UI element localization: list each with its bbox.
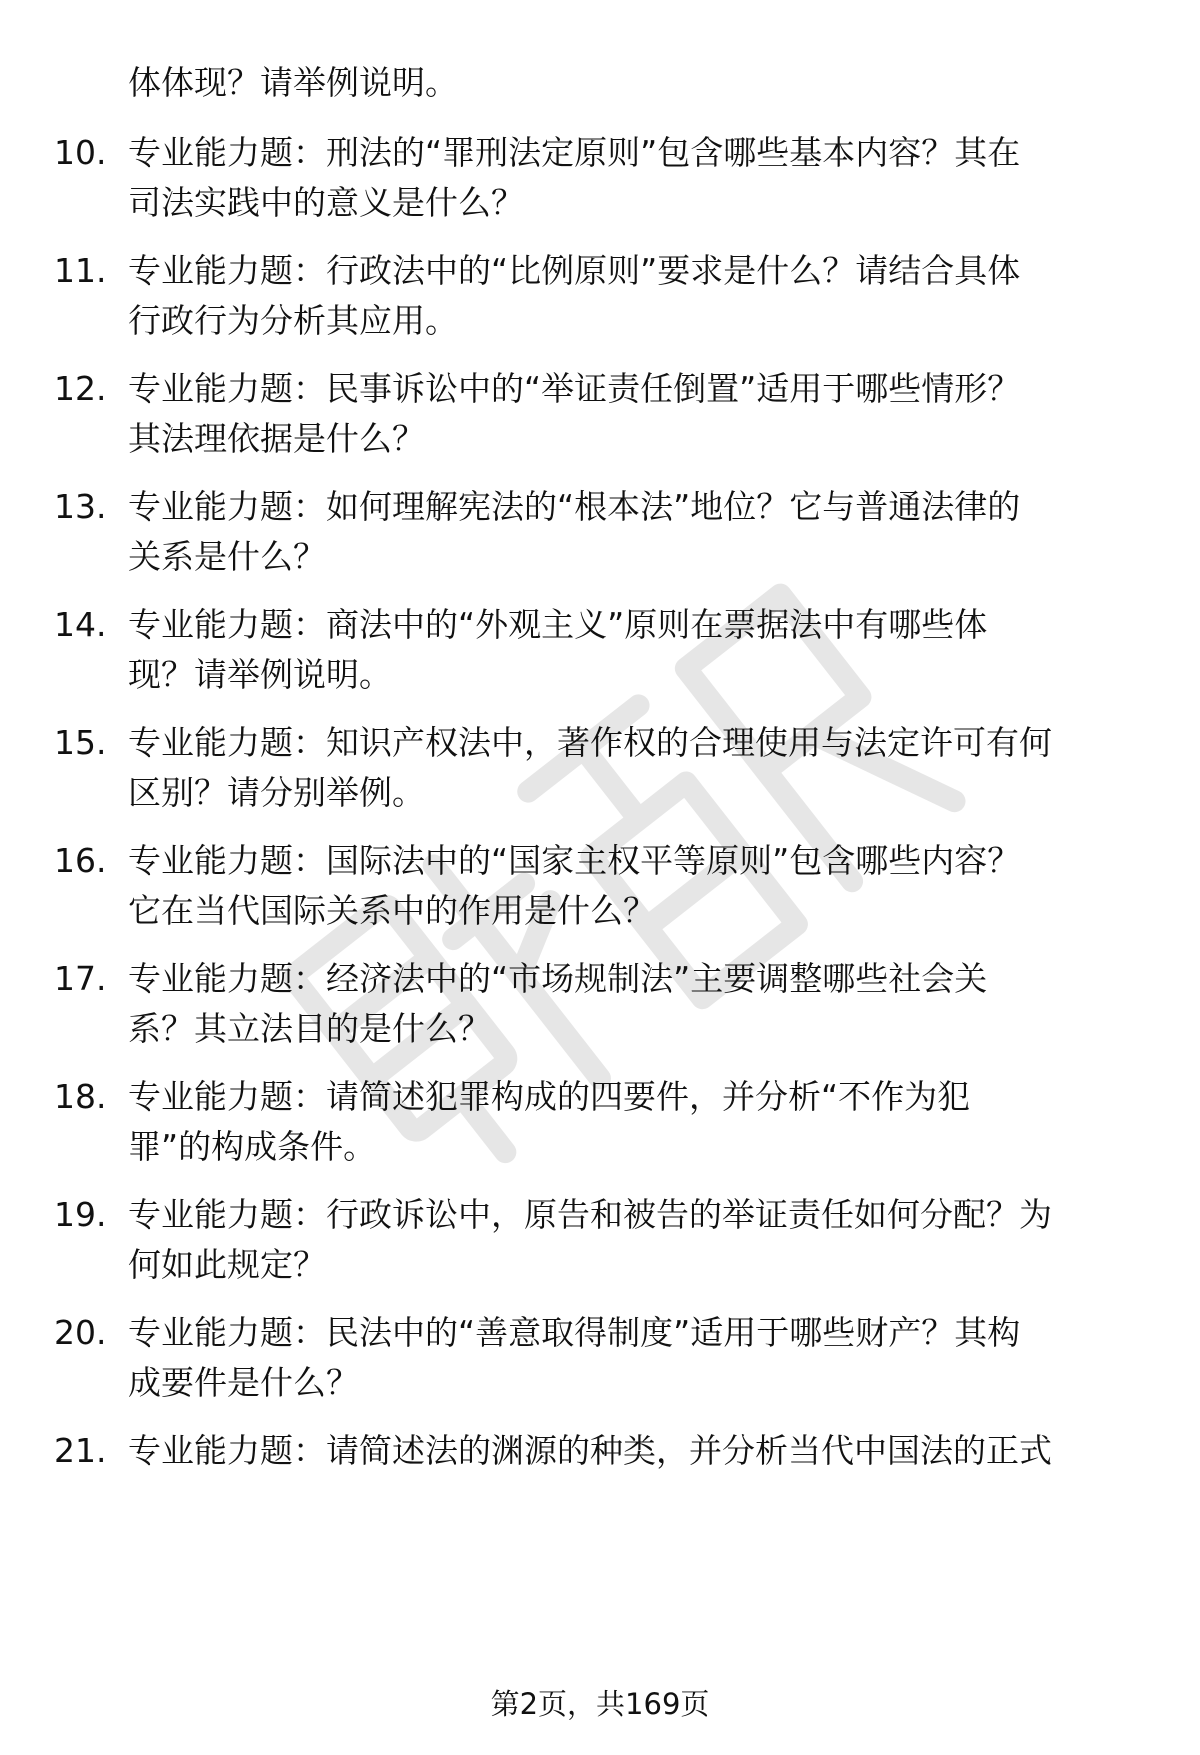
question-number: 13. (54, 487, 107, 526)
question-text-line-2: 行政行为分析其应用。 (128, 301, 458, 340)
question-text-line-1: 专业能力题：民法中的“善意取得制度”适用于哪些财产？其构 (128, 1313, 1021, 1352)
question-text-line-1: 专业能力题：行政法中的“比例原则”要求是什么？请结合具体 (128, 251, 1021, 290)
question-text-line-2: 其法理依据是什么？ (128, 419, 425, 458)
question-number: 10. (54, 133, 107, 172)
question-number: 18. (54, 1077, 107, 1116)
question-text-line-1: 专业能力题：国际法中的“国家主权平等原则”包含哪些内容？ (128, 841, 1021, 880)
question-text-line-2: 何如此规定？ (128, 1245, 326, 1284)
question-text-line-1: 专业能力题：请简述法的渊源的种类，并分析当代中国法的正式 (128, 1431, 1052, 1470)
question-text-line-2: 现？请举例说明。 (128, 655, 392, 694)
question-text-line-1: 专业能力题：商法中的“外观主义”原则在票据法中有哪些体 (128, 605, 988, 644)
question-number: 12. (54, 369, 107, 408)
question-number: 17. (54, 959, 107, 998)
question-text-line-2: 罪”的构成条件。 (128, 1127, 377, 1166)
question-number: 15. (54, 723, 107, 762)
question-text-line-2: 关系是什么？ (128, 537, 326, 576)
question-text-line-1: 专业能力题：请简述犯罪构成的四要件，并分析“不作为犯 (128, 1077, 971, 1116)
question-number: 21. (54, 1431, 107, 1470)
question-text-line-2: 系？其立法目的是什么？ (128, 1009, 491, 1048)
question-number: 16. (54, 841, 107, 880)
question-text-line-1: 专业能力题：如何理解宪法的“根本法”地位？它与普通法律的 (128, 487, 1021, 526)
question-text-line-1: 专业能力题：经济法中的“市场规制法”主要调整哪些社会关 (128, 959, 988, 998)
question-text-line-2: 它在当代国际关系中的作用是什么？ (128, 891, 656, 930)
question-number: 19. (54, 1195, 107, 1234)
question-text-line-1: 专业能力题：刑法的“罪刑法定原则”包含哪些基本内容？其在 (128, 133, 1021, 172)
question-text-line-2: 区别？请分别举例。 (128, 773, 425, 812)
question-number: 11. (54, 251, 107, 290)
question-text-line-2: 司法实践中的意义是什么？ (128, 183, 524, 222)
question-text-line-1: 专业能力题：行政诉讼中，原告和被告的举证责任如何分配？为 (128, 1195, 1052, 1234)
question-text-line-1: 专业能力题：民事诉讼中的“举证责任倒置”适用于哪些情形？ (128, 369, 1021, 408)
question-number: 14. (54, 605, 107, 644)
question-text-line-2: 成要件是什么？ (128, 1363, 359, 1402)
page-number-footer: 第2页，共169页 (490, 1687, 710, 1721)
continuation-text: 体体现？请举例说明。 (128, 63, 458, 102)
question-text-line-1: 专业能力题：知识产权法中，著作权的合理使用与法定许可有何 (128, 723, 1052, 762)
question-number: 20. (54, 1313, 107, 1352)
